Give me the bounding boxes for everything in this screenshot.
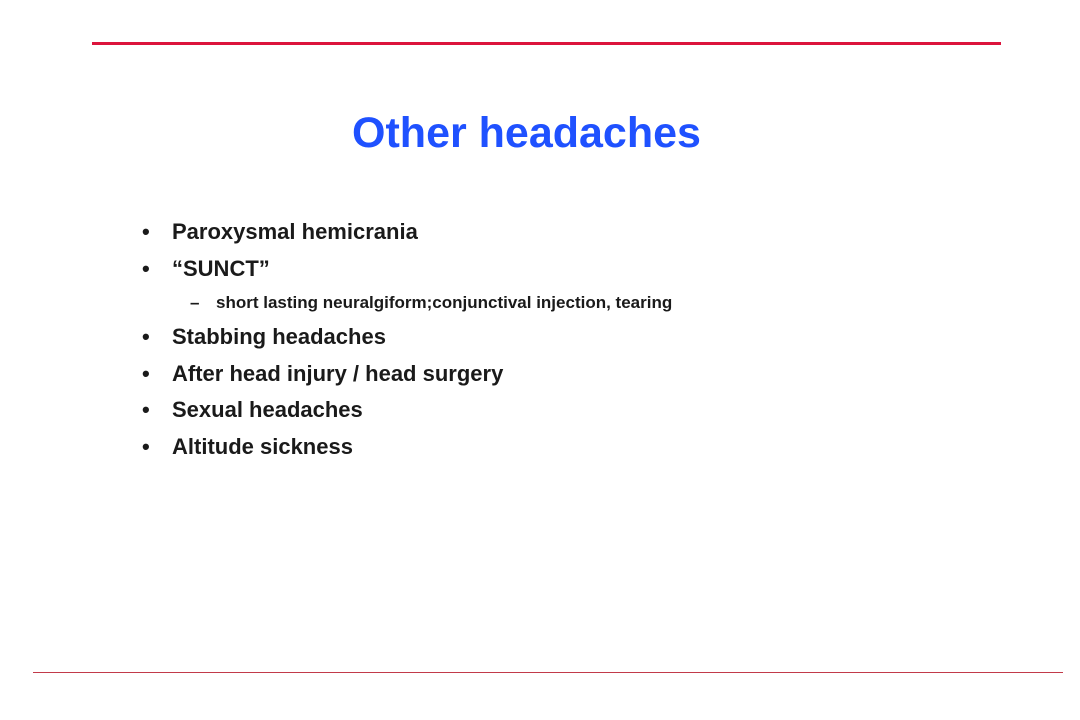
bullet-marker: • xyxy=(142,255,150,281)
bullet-item xyxy=(142,319,1022,356)
sub-bullet-item xyxy=(142,287,1022,319)
bottom-divider-line xyxy=(33,672,1063,673)
bullet-text: Paroxysmal hemicrania xyxy=(172,219,418,244)
sub-bullet-text: short lasting neuralgiform;conjunctival injection, tearing xyxy=(216,293,673,312)
slide-title: Other headaches xyxy=(352,109,701,157)
bullet-marker: • xyxy=(142,360,150,386)
bullet-marker: • xyxy=(142,397,150,422)
bullet-list xyxy=(142,214,1022,465)
bullet-text: Stabbing headaches xyxy=(172,324,386,349)
bullet-item xyxy=(142,429,1022,466)
bullet-item xyxy=(142,392,1022,429)
bullet-item xyxy=(142,356,1022,393)
bullet-item xyxy=(142,214,1022,251)
top-divider-line xyxy=(92,42,1001,45)
bullet-text: Altitude sickness xyxy=(172,433,353,459)
bullet-marker: • xyxy=(142,433,150,459)
bullet-item xyxy=(142,251,1022,288)
bullet-marker: • xyxy=(142,324,150,349)
bullet-text: Sexual headaches xyxy=(172,397,363,422)
bullet-marker: • xyxy=(142,219,150,244)
sub-bullet-marker: – xyxy=(190,293,200,312)
bullet-text: “SUNCT” xyxy=(172,255,270,281)
bullet-text: After head injury / head surgery xyxy=(172,360,504,386)
